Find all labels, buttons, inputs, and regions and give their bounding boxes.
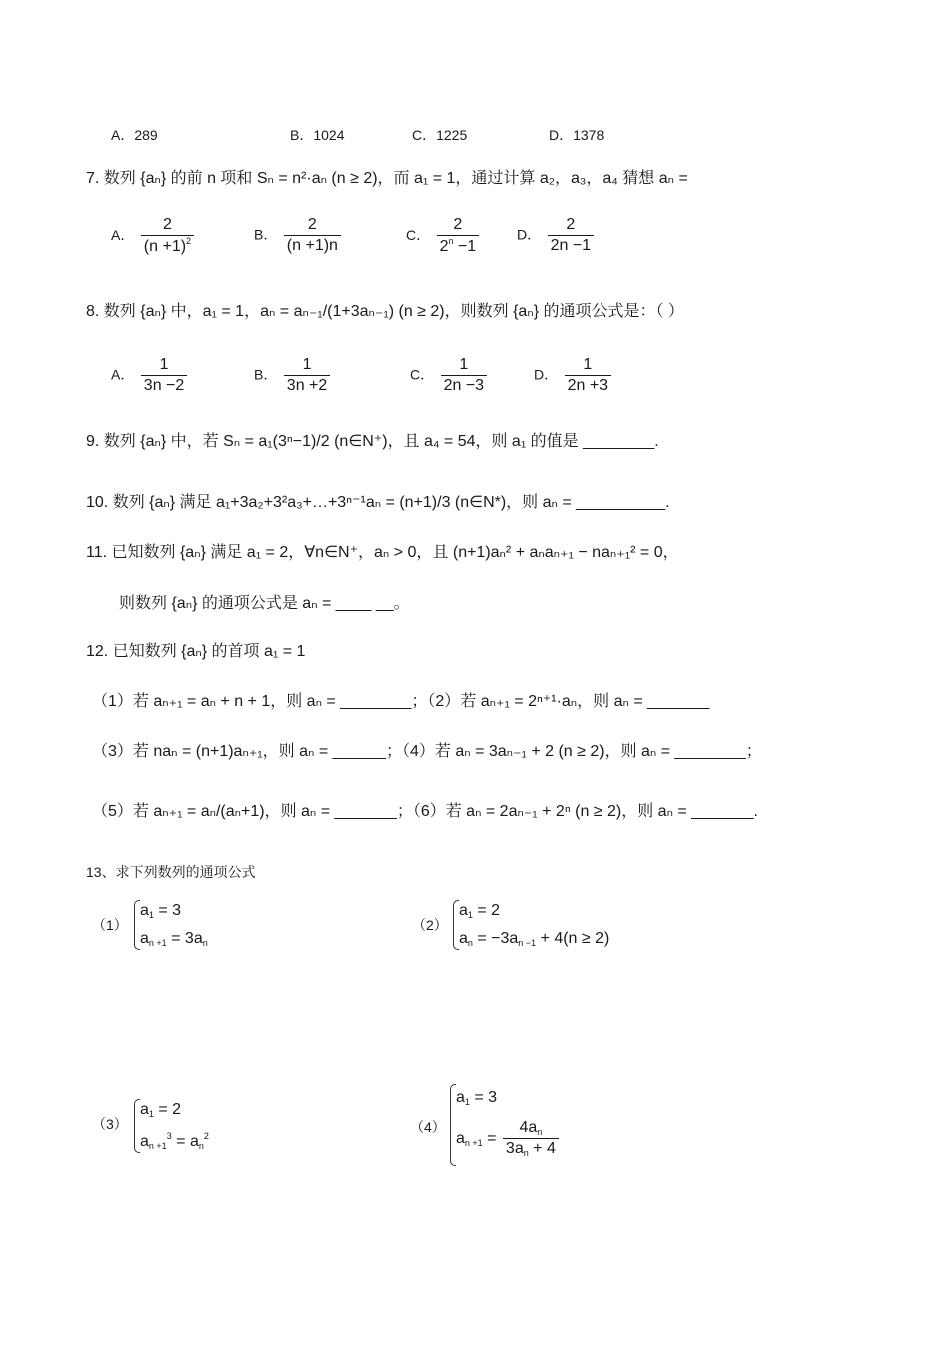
fraction: $\frac{1}{3n +2}$ bbox=[284, 355, 330, 396]
q13-system-4: $a_1 = 3$ $a_{n +1}$ = $\frac{4a_n}{3a_n + 4}$ bbox=[450, 1084, 610, 1166]
q12-parts-1-2: （1）若 aₙ₊₁ = aₙ + n + 1，则 aₙ = ________；（2）若 aₙ₊₁ = 2ⁿ⁺¹·aₙ，则 aₙ = _______ bbox=[92, 693, 710, 710]
q10-text: 10. 数列 {aₙ} 满足 a₁+3a₂+3²a₃+…+3ⁿ⁻¹aₙ = (n+1)/3 (n∈N*)，则 aₙ = __________. bbox=[86, 494, 670, 511]
q7-option-b bbox=[254, 215, 343, 256]
q13-system-1: $a_1 = 3$ $a_{n +1} = 3a_n$ bbox=[134, 898, 254, 954]
q8-option-a bbox=[111, 355, 189, 396]
q13-label-1: （1） bbox=[92, 917, 128, 933]
fraction: $\frac{1}{3n -2}$ bbox=[141, 355, 187, 396]
q13-label-2: （2） bbox=[412, 917, 448, 933]
q7-option-c bbox=[406, 215, 481, 257]
q6-option-d: D．1378 bbox=[549, 127, 605, 143]
q13-system-3: $a_1 = 2$ $a_{n +1}^3 = a_n^2$ bbox=[134, 1097, 254, 1153]
q7-option-d bbox=[517, 215, 596, 256]
q7-option-a bbox=[111, 215, 196, 257]
q11-line-1: 11. 已知数列 {aₙ} 满足 a₁ = 2，∀n∈N⁺，aₙ > 0，且 (n+1)aₙ² + aₙaₙ₊₁ − naₙ₊₁² = 0， bbox=[86, 544, 679, 561]
fraction: $\frac{2}{(n +1)^2}$ bbox=[141, 215, 194, 257]
q7-stem: 7. 数列 {aₙ} 的前 n 项和 Sₙ = n²·aₙ (n ≥ 2)，而 a₁ = 1，通过计算 a₂，a₃，a₄ 猜想 aₙ = bbox=[86, 170, 688, 187]
q8-stem: 8. 数列 {aₙ} 中，a₁ = 1，aₙ = aₙ₋₁/(1+3aₙ₋₁) (n ≥ 2)，则数列 {aₙ} 的通项公式是：（ ） bbox=[86, 303, 684, 320]
option-letter: C． bbox=[406, 227, 431, 244]
option-letter: D． bbox=[534, 366, 559, 383]
q12-parts-3-4: （3）若 naₙ = (n+1)aₙ₊₁，则 aₙ = ______；（4）若 aₙ = 3aₙ₋₁ + 2 (n ≥ 2)，则 aₙ = ________； bbox=[92, 743, 762, 760]
option-letter: B． bbox=[254, 366, 278, 383]
fraction: $\frac{2}{2^n -1}$ bbox=[437, 215, 480, 257]
q8-option-d bbox=[534, 355, 613, 396]
fraction: $\frac{2}{(n +1)n}$ bbox=[284, 215, 341, 256]
q13-stem: 13、求下列数列的通项公式 bbox=[86, 864, 256, 880]
option-letter: A． bbox=[111, 366, 135, 383]
fraction: $\frac{2}{2n -1}$ bbox=[548, 215, 594, 256]
q13-label-3: （3） bbox=[92, 1116, 128, 1132]
option-letter: B． bbox=[254, 226, 278, 243]
q8-option-b bbox=[254, 355, 332, 396]
q6-option-a: A．289 bbox=[111, 127, 158, 143]
q12-parts-5-6: （5）若 aₙ₊₁ = aₙ/(aₙ+1)，则 aₙ = _______；（6）若 aₙ = 2aₙ₋₁ + 2ⁿ (n ≥ 2)，则 aₙ = _______. bbox=[92, 803, 758, 820]
q8-option-c bbox=[410, 355, 489, 396]
option-letter: D． bbox=[517, 226, 542, 243]
fraction: $\frac{1}{2n +3}$ bbox=[565, 355, 611, 396]
q13-system-2: $a_1 = 2$ $a_n = -3a_{n -1} + 4(n \ge 2)$ bbox=[453, 898, 653, 954]
q12-stem: 12. 已知数列 {aₙ} 的首项 a₁ = 1 bbox=[86, 643, 306, 660]
q6-option-c: C．1225 bbox=[412, 127, 468, 143]
q13-label-4: （4） bbox=[410, 1119, 446, 1135]
fraction: $\frac{4a_n}{3a_n + 4}$ bbox=[503, 1118, 559, 1160]
q9-text: 9. 数列 {aₙ} 中，若 Sₙ = a₁(3ⁿ−1)/2 (n∈N⁺)，且 a₄ = 54，则 a₁ 的值是 ________. bbox=[86, 433, 659, 450]
q6-option-b: B．1024 bbox=[290, 127, 345, 143]
fraction: $\frac{1}{2n -3}$ bbox=[441, 355, 487, 396]
q11-line-2: 则数列 {aₙ} 的通项公式是 aₙ = ____ __。 bbox=[119, 595, 410, 612]
option-letter: C． bbox=[410, 366, 435, 383]
option-letter: A． bbox=[111, 227, 135, 244]
